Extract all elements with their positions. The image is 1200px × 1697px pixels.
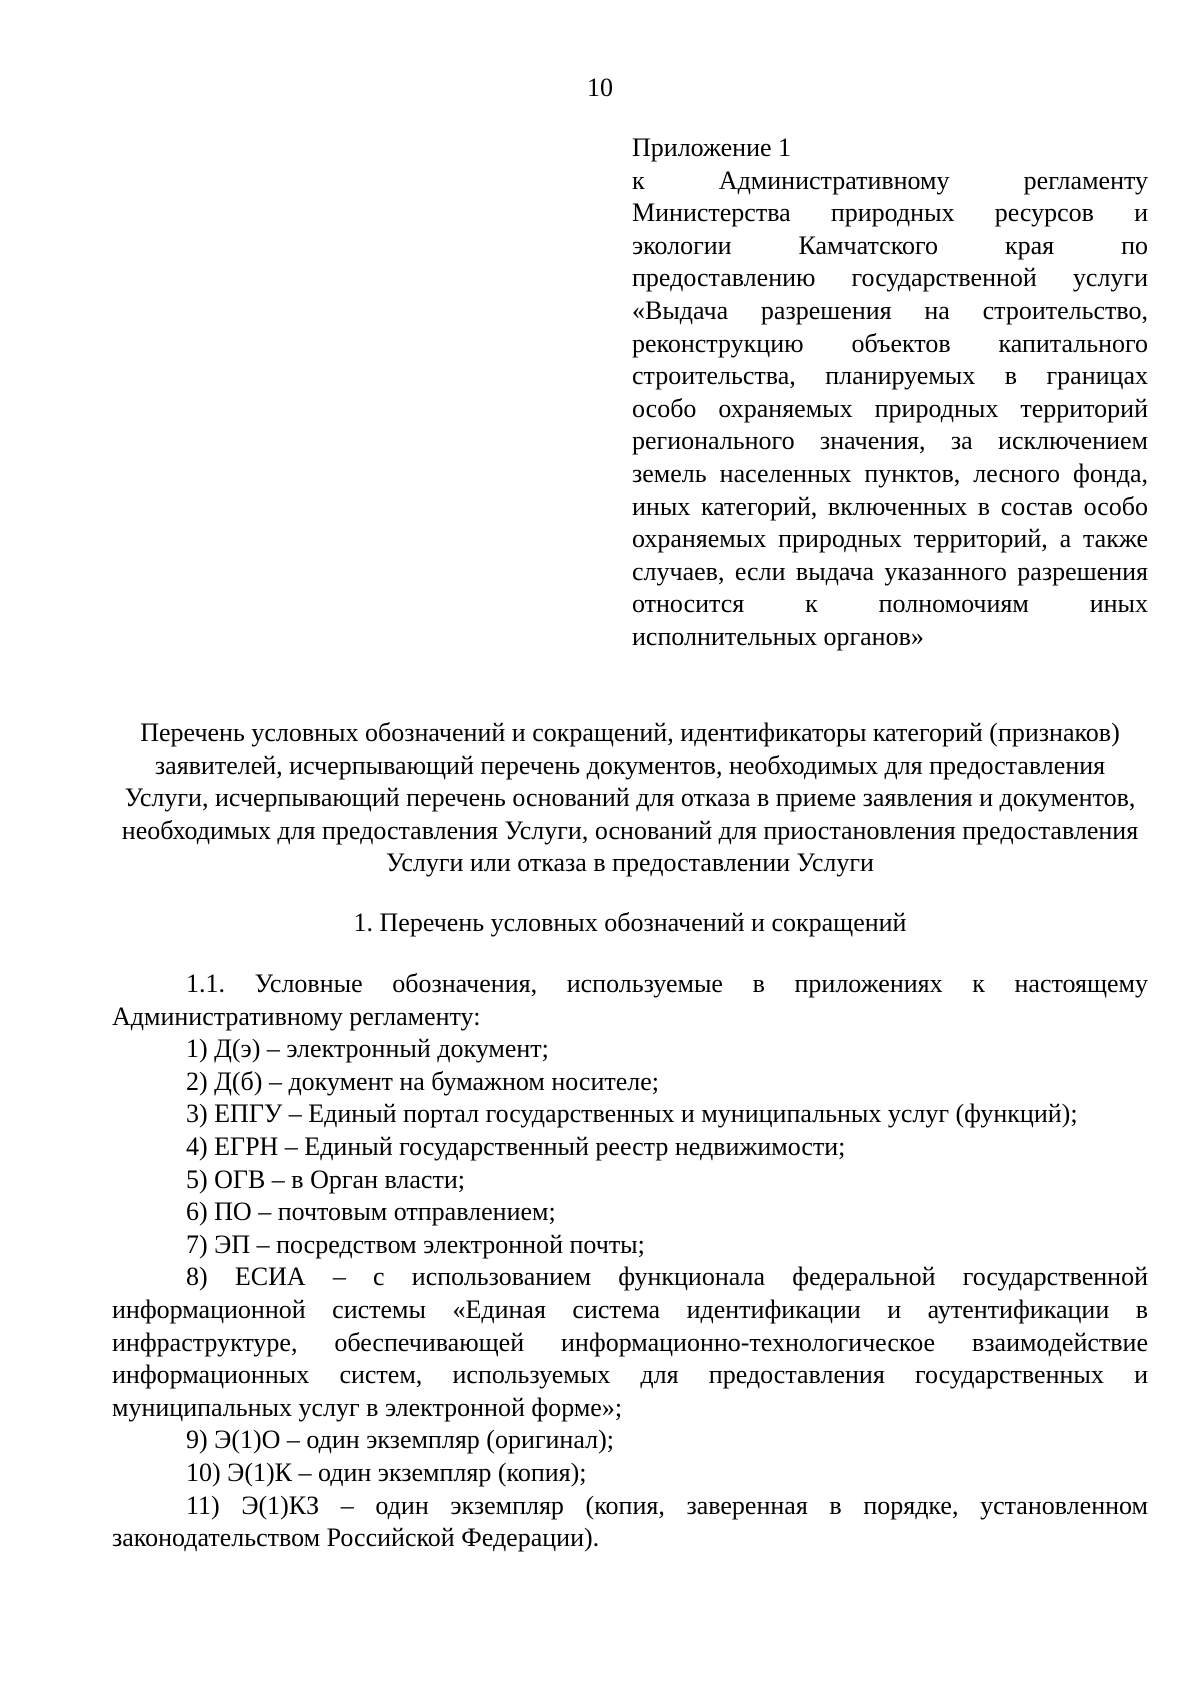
- section-heading: 1. Перечень условных обозначений и сокращений: [353, 908, 907, 937]
- list-item: 9) Э(1)О – один экземпляр (оригинал);: [186, 1425, 614, 1455]
- definitions-list: [112, 968, 1148, 1555]
- list-item: 3) ЕПГУ – Единый портал государственных и муниципальных услуг (функций);: [186, 1099, 1078, 1129]
- list-item: 6) ПО – почтовым отправлением;: [186, 1197, 556, 1227]
- main-heading: Перечень условных обозначений и сокращений, идентификаторы категорий (признаков) заявителей, исчерпывающий перечень документов, необходимых для предоставления Услуги, исчерпывающий перечень оснований для отказа в приеме заявления и документов, необходимых для предоставления Услуги, оснований для приостановления предоставления Услуги или отказа в предоставлении Услуги: [121, 718, 1139, 878]
- annex-body: к Административному регламенту Министерства природных ресурсов и экологии Камчатского края по предоставлению государственной услуги «Выдача разрешения на строительство, реконструкцию объектов капитального строительства, планируемых в границах особо охраняемых природных территорий регионального значения, за исключением земель населенных пунктов, лесного фонда, иных категорий, включенных в состав особо охраняемых природных территорий, а также случаев, если выдача указанного разрешения относится к полномочиям иных исполнительных органов»: [632, 165, 1148, 651]
- list-item: 10) Э(1)К – один экземпляр (копия);: [186, 1457, 587, 1487]
- page-number: 10: [587, 73, 613, 102]
- annex-title: Приложение 1: [632, 133, 792, 162]
- list-item: 5) ОГВ – в Орган власти;: [186, 1164, 465, 1194]
- paragraph-intro: 1.1. Условные обозначения, используемые в приложениях к настоящему Административному регламенту:: [112, 969, 1148, 1031]
- list-item: 1) Д(э) – электронный документ;: [186, 1034, 549, 1064]
- list-item: 8) ЕСИА – с использованием функционала федеральной государственной информационной системы «Единая система идентификации и аутентификации в инфраструктуре, обеспечивающей информационно-технологическое взаимодействие информационных систем, используемых для предоставления государственных и муниципальных услуг в электронной форме»;: [112, 1262, 1148, 1422]
- list-item: 7) ЭП – посредством электронной почты;: [186, 1229, 645, 1259]
- list-item: 11) Э(1)КЗ – один экземпляр (копия, заверенная в порядке, установленном законодательством Российской Федерации).: [112, 1490, 1148, 1553]
- list-item: 4) ЕГРН – Единый государственный реестр недвижимости;: [186, 1131, 846, 1161]
- annex-header: [632, 132, 1148, 654]
- list-item: 2) Д(б) – документ на бумажном носителе;: [186, 1066, 660, 1096]
